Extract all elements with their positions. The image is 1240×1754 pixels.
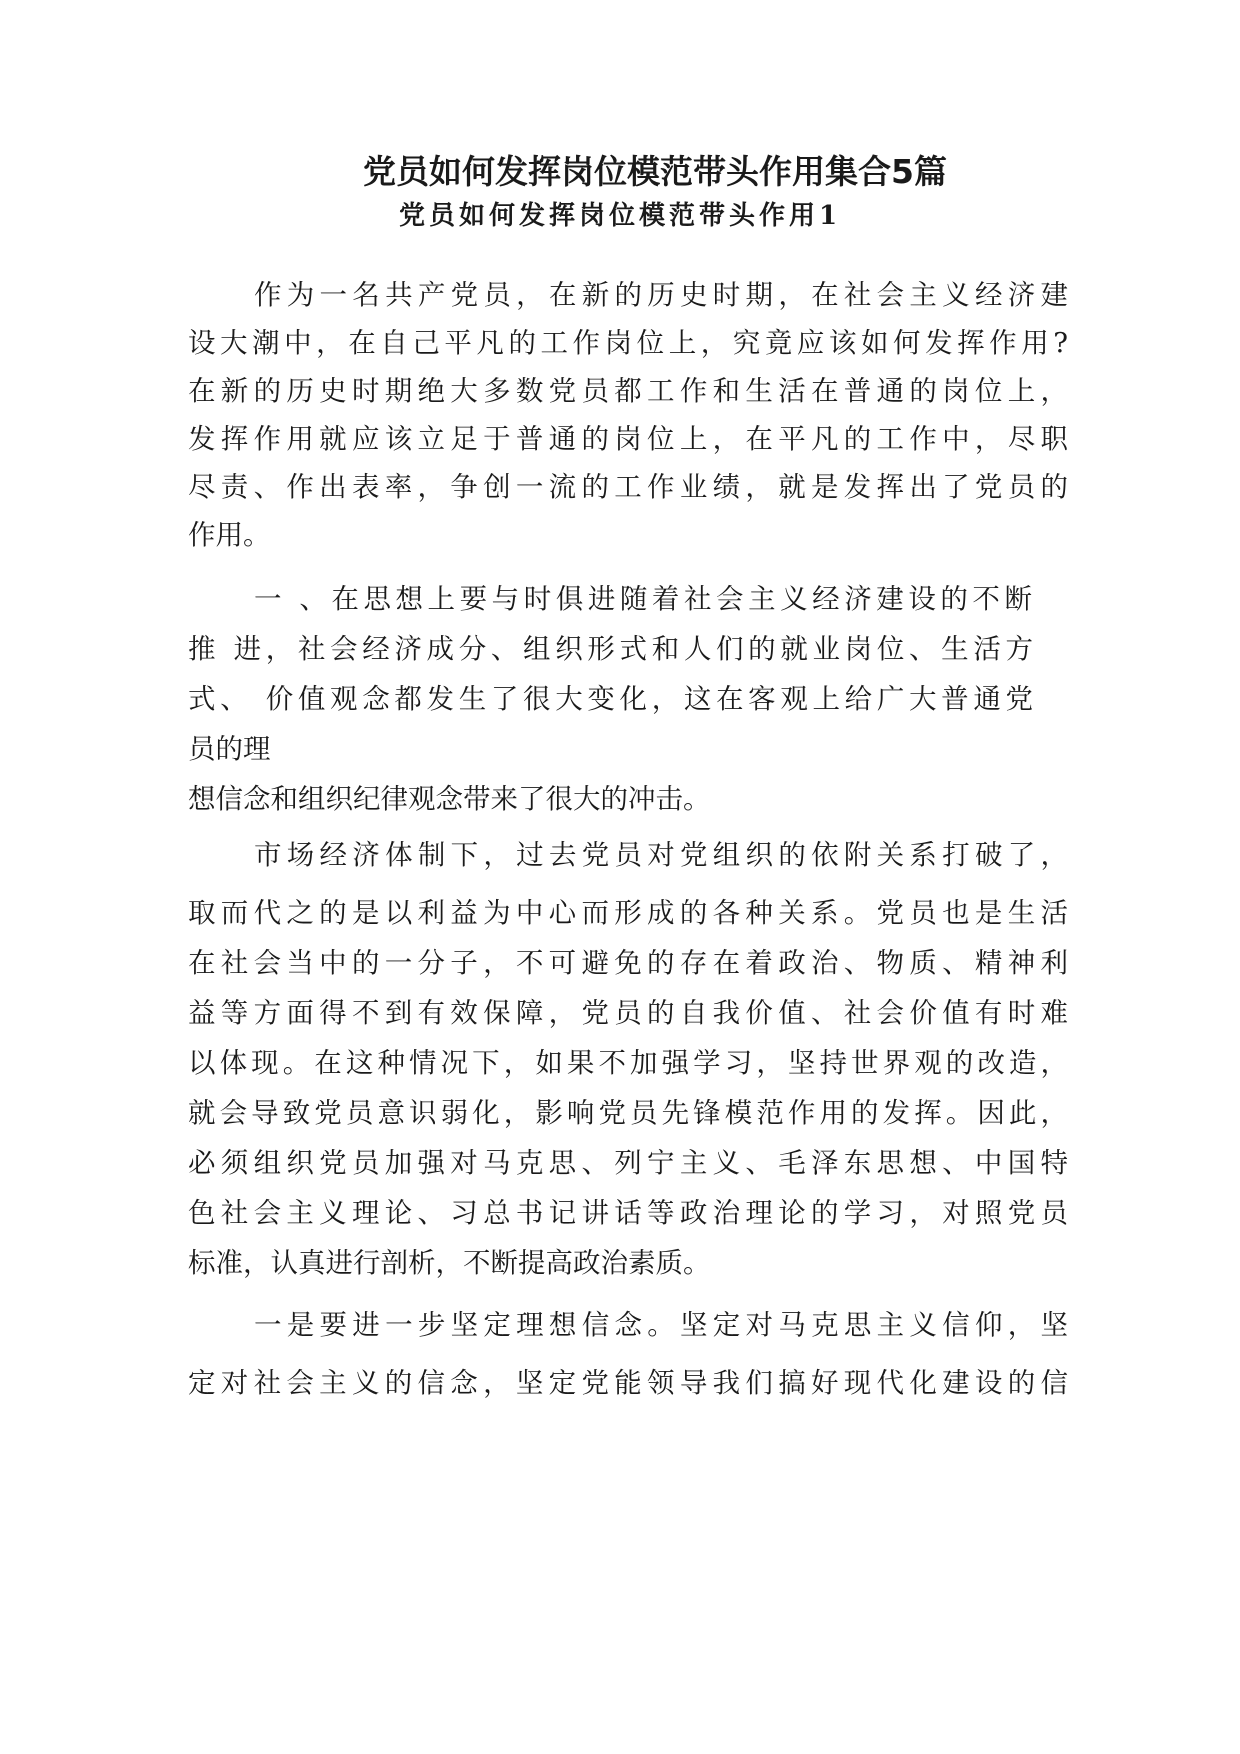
body-text-line: 作为一名共产党员，在新的历史时期，在社会主义经济建	[254, 279, 1068, 311]
section-subtitle: 党员如何发挥岗位模范带头作用1	[398, 201, 842, 231]
body-text-line: 在新的历史时期绝大多数党员都工作和生活在普通的岗位上，	[188, 375, 1068, 407]
document-title: 党员如何发挥岗位模范带头作用集合5篇	[363, 152, 947, 191]
body-text-line: 员的理	[188, 733, 271, 765]
body-text-line: 色社会主义理论、习总书记讲话等政治理论的学习，对照党员	[188, 1197, 1068, 1229]
body-text-line: 式、 价值观念都发生了很大变化，这在客观上给广大普通党	[188, 683, 1033, 715]
body-text-line: 一是要进一步坚定理想信念。坚定对马克思主义信仰，坚	[254, 1309, 1068, 1341]
body-text-line: 益等方面得不到有效保障，党员的自我价值、社会价值有时难	[188, 997, 1068, 1029]
body-text-line: 在社会当中的一分子，不可避免的存在着政治、物质、精神利	[188, 947, 1068, 979]
body-text-line: 一 、在思想上要与时俱进随着社会主义经济建设的不断	[254, 583, 1032, 615]
body-text-line: 就会导致党员意识弱化，影响党员先锋模范作用的发挥。因此，	[188, 1097, 1068, 1129]
body-text-line: 定对社会主义的信念，坚定党能领导我们搞好现代化建设的信	[188, 1367, 1068, 1399]
body-text-line: 作用。	[188, 519, 271, 551]
body-text-line: 必须组织党员加强对马克思、列宁主义、毛泽东思想、中国特	[188, 1147, 1068, 1179]
body-text-line: 以体现。在这种情况下，如果不加强学习，坚持世界观的改造，	[188, 1047, 1068, 1079]
body-text-line: 取而代之的是以利益为中心而形成的各种关系。党员也是生活	[188, 897, 1068, 929]
body-text-line: 发挥作用就应该立足于普通的岗位上，在平凡的工作中，尽职	[188, 423, 1068, 455]
body-text-line: 标准，认真进行剖析，不断提高政治素质。	[188, 1247, 711, 1279]
body-text-line: 尽责、作出表率，争创一流的工作业绩，就是发挥出了党员的	[188, 471, 1068, 503]
body-text-line: 想信念和组织纪律观念带来了很大的冲击。	[188, 783, 711, 815]
body-text-line: 市场经济体制下，过去党员对党组织的依附关系打破了，	[254, 839, 1068, 871]
body-text-line: 推 进，社会经济成分、组织形式和人们的就业岗位、生活方	[188, 633, 1033, 665]
body-text-line: 设大潮中，在自己平凡的工作岗位上，究竟应该如何发挥作用?	[188, 327, 1068, 359]
